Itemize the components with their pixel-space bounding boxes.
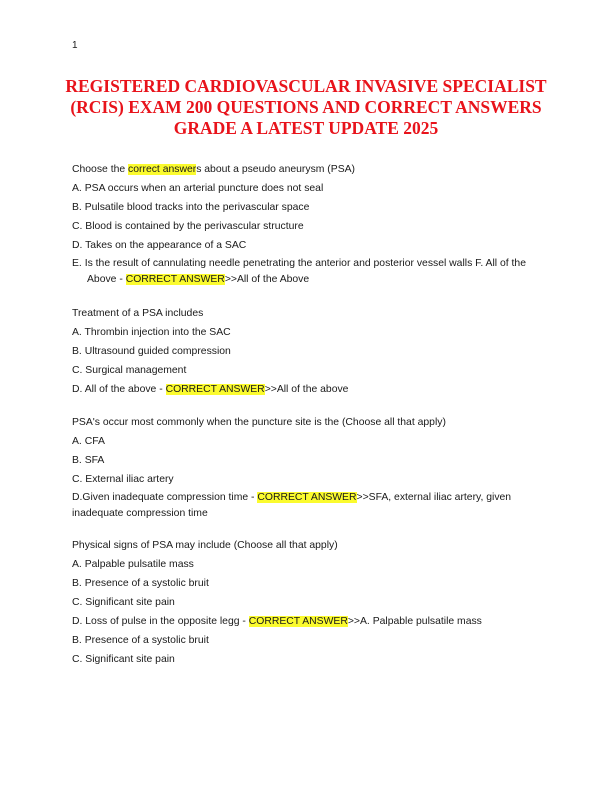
answer-option: C. Significant site pain (72, 597, 175, 608)
document-title (56, 76, 556, 139)
correct-answer-text: >>All of the Above (224, 274, 310, 285)
answer-option: A. Thrombin injection into the SAC (72, 327, 231, 338)
title-line-2: (RCIS) EXAM 200 QUESTIONS AND CORRECT ANSWERS (70, 97, 542, 117)
question-block-2 (72, 304, 544, 399)
answer-option: D. Takes on the appearance of a SAC (72, 240, 247, 251)
answer-option: B. Pulsatile blood tracks into the perivascular space (72, 202, 310, 213)
answer-option: B. Ultrasound guided compression (72, 346, 231, 357)
option-text: E. Is the result of cannulating needle penetrating the anterior and posterior vessel walls F. All of the Above - (72, 258, 526, 285)
answer-option: C. Blood is contained by the perivascular structure (72, 221, 304, 232)
question-prompt (72, 160, 544, 179)
correct-answer-label: CORRECT ANSWER (125, 274, 225, 285)
answer-option (72, 489, 544, 522)
answer-option: B. Presence of a systolic bruit (72, 635, 209, 646)
correct-answer-label: CORRECT ANSWER (248, 616, 348, 627)
answer-option: A. CFA (72, 436, 105, 447)
answer-option: C. Surgical management (72, 365, 187, 376)
answer-option: B. Presence of a systolic bruit (72, 578, 209, 589)
question-prompt: Physical signs of PSA may include (Choose all that apply) (72, 540, 338, 551)
page-number: 1 (72, 40, 78, 51)
question-block-1 (72, 160, 544, 290)
correct-answer-label: CORRECT ANSWER (257, 492, 357, 503)
question-list (72, 160, 544, 683)
correct-answer-text: >>All of the above (264, 384, 349, 395)
title-line-3: GRADE A LATEST UPDATE 2025 (173, 118, 439, 138)
answer-option: A. PSA occurs when an arterial puncture does not seal (72, 183, 324, 194)
answer-option: A. Palpable pulsatile mass (72, 559, 194, 570)
answer-option (72, 380, 544, 399)
question-block-3 (72, 413, 544, 522)
title-line-1: REGISTERED CARDIOVASCULAR INVASIVE SPECIALIST (65, 76, 547, 96)
option-text: D. All of the above - (72, 384, 166, 395)
option-text: D. Loss of pulse in the opposite legg - (72, 616, 249, 627)
prompt-text: Choose the (72, 164, 129, 175)
answer-option (72, 612, 544, 631)
answer-option: C. Significant site pain (72, 654, 175, 665)
question-prompt: Treatment of a PSA includes (72, 308, 204, 319)
answer-option: C. External iliac artery (72, 474, 174, 485)
option-text: D.Given inadequate compression time - (72, 492, 258, 503)
question-prompt: PSA's occur most commonly when the puncture site is the (Choose all that apply) (72, 417, 446, 428)
correct-answer-label: CORRECT ANSWER (165, 384, 265, 395)
correct-answer-text: >>A. Palpable pulsatile mass (347, 616, 482, 627)
answer-option: B. SFA (72, 455, 105, 466)
correct-answer-text: >>SFA, external iliac artery, given inadequate compression time (72, 492, 512, 519)
highlighted-phrase: correct answer (128, 164, 197, 175)
prompt-text: s about a pseudo aneurysm (PSA) (196, 164, 356, 175)
answer-option (72, 255, 544, 290)
question-block-4 (72, 536, 544, 669)
